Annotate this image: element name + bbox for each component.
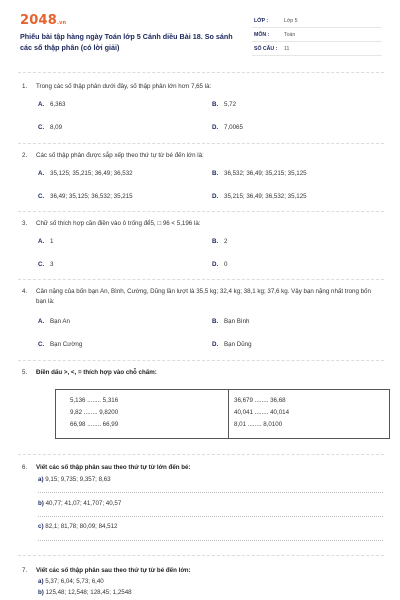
q4-option-a[interactable] — [38, 318, 70, 325]
option-text: Bạn Cường — [50, 341, 83, 348]
q6-part-a — [38, 476, 111, 483]
option-text: 35,215; 36,49; 36,532; 35,125 — [224, 193, 307, 200]
q6-part-b — [38, 500, 121, 507]
option-letter: B. — [212, 238, 219, 245]
option-text: 36,49; 35,125; 36,532; 35,215 — [50, 193, 133, 200]
comparison-item[interactable]: 36,679 ........ 36,68 — [234, 397, 286, 404]
question-number: 1. — [22, 83, 28, 90]
comparison-item[interactable]: 5,136 ........ 5,316 — [70, 397, 119, 404]
divider — [18, 72, 384, 73]
q4-option-d[interactable] — [212, 341, 252, 348]
q2-option-c[interactable] — [38, 193, 133, 200]
question-number: 4. — [22, 288, 28, 295]
q2-option-d[interactable] — [212, 193, 307, 200]
meta-subject-label: MÔN : — [254, 32, 270, 38]
logo-suffix: .vn — [56, 20, 67, 26]
q7-part-b — [38, 589, 132, 596]
q4-option-b[interactable] — [212, 318, 249, 325]
q2-option-a[interactable] — [38, 170, 133, 177]
option-letter: C. — [38, 261, 45, 268]
comparison-table — [55, 389, 390, 439]
question-text: Điền dấu >, <, = thích hợp vào chỗ chấm: — [36, 369, 157, 376]
option-text: 3 — [50, 261, 54, 268]
answer-line[interactable] — [38, 516, 383, 517]
question-text: Trong các số thập phân dưới đây, số thập phân lớn hơn 7,65 là: — [36, 83, 212, 90]
site-logo[interactable] — [20, 13, 66, 28]
option-text: Bạn An — [50, 318, 70, 325]
part-text: 40,77; 41,07; 41,707; 40,57 — [45, 500, 122, 507]
option-letter: D. — [212, 124, 219, 131]
worksheet-title: Phiếu bài tập hàng ngày Toán lớp 5 Cánh diều Bài 18. So sánh các số thập phân (có lời giải) — [20, 32, 233, 52]
q4-option-c[interactable] — [38, 341, 82, 348]
option-letter: A. — [38, 238, 45, 245]
option-letter: D. — [212, 341, 219, 348]
q2-option-b[interactable] — [212, 170, 307, 177]
option-letter: A. — [38, 318, 45, 325]
comparison-item[interactable]: 8,01 ........ 8,0100 — [234, 421, 283, 428]
q1-option-a[interactable] — [38, 101, 65, 108]
question-text: Viết các số thập phân sau theo thứ tự từ bé đến lớn: — [36, 567, 191, 574]
part-text: 125,48; 12,548; 128,45; 1,2548 — [45, 589, 132, 596]
question-text: Cân nặng của bốn bạn An, Bình, Cường, Dũng lần lượt là 35,5 kg; 32,4 kg; 38,1 kg; 37,6 kg. Vậy bạn nặng nhất trong bốn bạn là: — [36, 288, 371, 305]
option-letter: B. — [212, 170, 219, 177]
option-letter: D. — [212, 261, 219, 268]
meta-count-value: 11 — [284, 46, 290, 52]
comparison-item[interactable]: 66,98 ........ 66,99 — [70, 421, 119, 428]
part-text: 9,15; 9,735; 9,357; 8,63 — [45, 476, 111, 483]
q1-option-d[interactable] — [212, 124, 243, 131]
meta-class — [252, 16, 382, 28]
worksheet-header — [0, 0, 400, 68]
q7-part-a — [38, 578, 104, 585]
option-letter: C. — [38, 341, 45, 348]
table-divider — [228, 390, 229, 438]
part-label: b) — [38, 500, 44, 507]
divider — [18, 279, 384, 280]
part-label: a) — [38, 476, 44, 483]
comparison-item[interactable]: 40,041 ........ 40,014 — [234, 409, 290, 416]
divider — [18, 143, 384, 144]
q3-option-c[interactable] — [38, 261, 53, 268]
question-number: 3. — [22, 220, 28, 227]
option-letter: D. — [212, 193, 219, 200]
option-text: 6,363 — [50, 101, 66, 108]
option-letter: C. — [38, 124, 45, 131]
answer-line[interactable] — [38, 492, 383, 493]
q3-option-a[interactable] — [38, 238, 53, 245]
part-label: b) — [38, 589, 44, 596]
question-text: Các số thập phân được sắp xếp theo thứ tự từ bé đến lớn là: — [36, 152, 204, 159]
question-text: Viết các số thập phân sau theo thứ tự từ lớn đến bé: — [36, 464, 191, 471]
option-text: 35,125; 35,215; 36,49; 36,532 — [50, 170, 133, 177]
meta-class-label: LỚP : — [254, 18, 269, 24]
divider — [18, 454, 384, 455]
question-number: 2. — [22, 152, 28, 159]
question-text: Chữ số thích hợp cần điền vào ô trống để5, □ 96 < 5,196 là: — [36, 220, 201, 227]
part-label: c) — [38, 523, 44, 530]
question-number: 7. — [22, 567, 28, 574]
option-text: 1 — [50, 238, 54, 245]
meta-subject-value: Toán — [284, 32, 296, 38]
option-text: 2 — [224, 238, 228, 245]
option-text: 36,532; 36,49; 35,215; 35,125 — [224, 170, 307, 177]
option-text: Bạn Dũng — [224, 341, 252, 348]
question-number: 5. — [22, 369, 28, 376]
option-letter: A. — [38, 170, 45, 177]
meta-class-value: Lớp 5 — [284, 18, 298, 24]
q6-part-c — [38, 523, 118, 530]
part-label: a) — [38, 578, 44, 585]
meta-count — [252, 44, 382, 56]
q3-option-b[interactable] — [212, 238, 227, 245]
q1-option-b[interactable] — [212, 101, 236, 108]
meta-count-label: SỐ CÂU : — [254, 46, 278, 52]
answer-line[interactable] — [38, 540, 383, 541]
option-letter: B. — [212, 318, 219, 325]
option-letter: A. — [38, 101, 45, 108]
divider — [18, 211, 384, 212]
q3-option-d[interactable] — [212, 261, 227, 268]
divider — [18, 360, 384, 361]
part-text: 82,1; 81,78; 80,09; 84,512 — [45, 523, 118, 530]
part-text: 5,37; 6,04; 5,73; 6,40 — [45, 578, 104, 585]
option-text: 8,09 — [50, 124, 63, 131]
question-number: 6. — [22, 464, 28, 471]
meta-subject — [252, 30, 382, 42]
comparison-item[interactable]: 9,82 ........ 9,8200 — [70, 409, 119, 416]
option-text: 7,0065 — [224, 124, 243, 131]
q1-option-c[interactable] — [38, 124, 62, 131]
option-letter: C. — [38, 193, 45, 200]
divider — [18, 555, 384, 556]
option-text: 0 — [224, 261, 228, 268]
option-text: Bạn Bình — [224, 318, 250, 325]
option-letter: B. — [212, 101, 219, 108]
option-text: 5,72 — [224, 101, 237, 108]
logo-text: 2048 — [20, 13, 57, 28]
